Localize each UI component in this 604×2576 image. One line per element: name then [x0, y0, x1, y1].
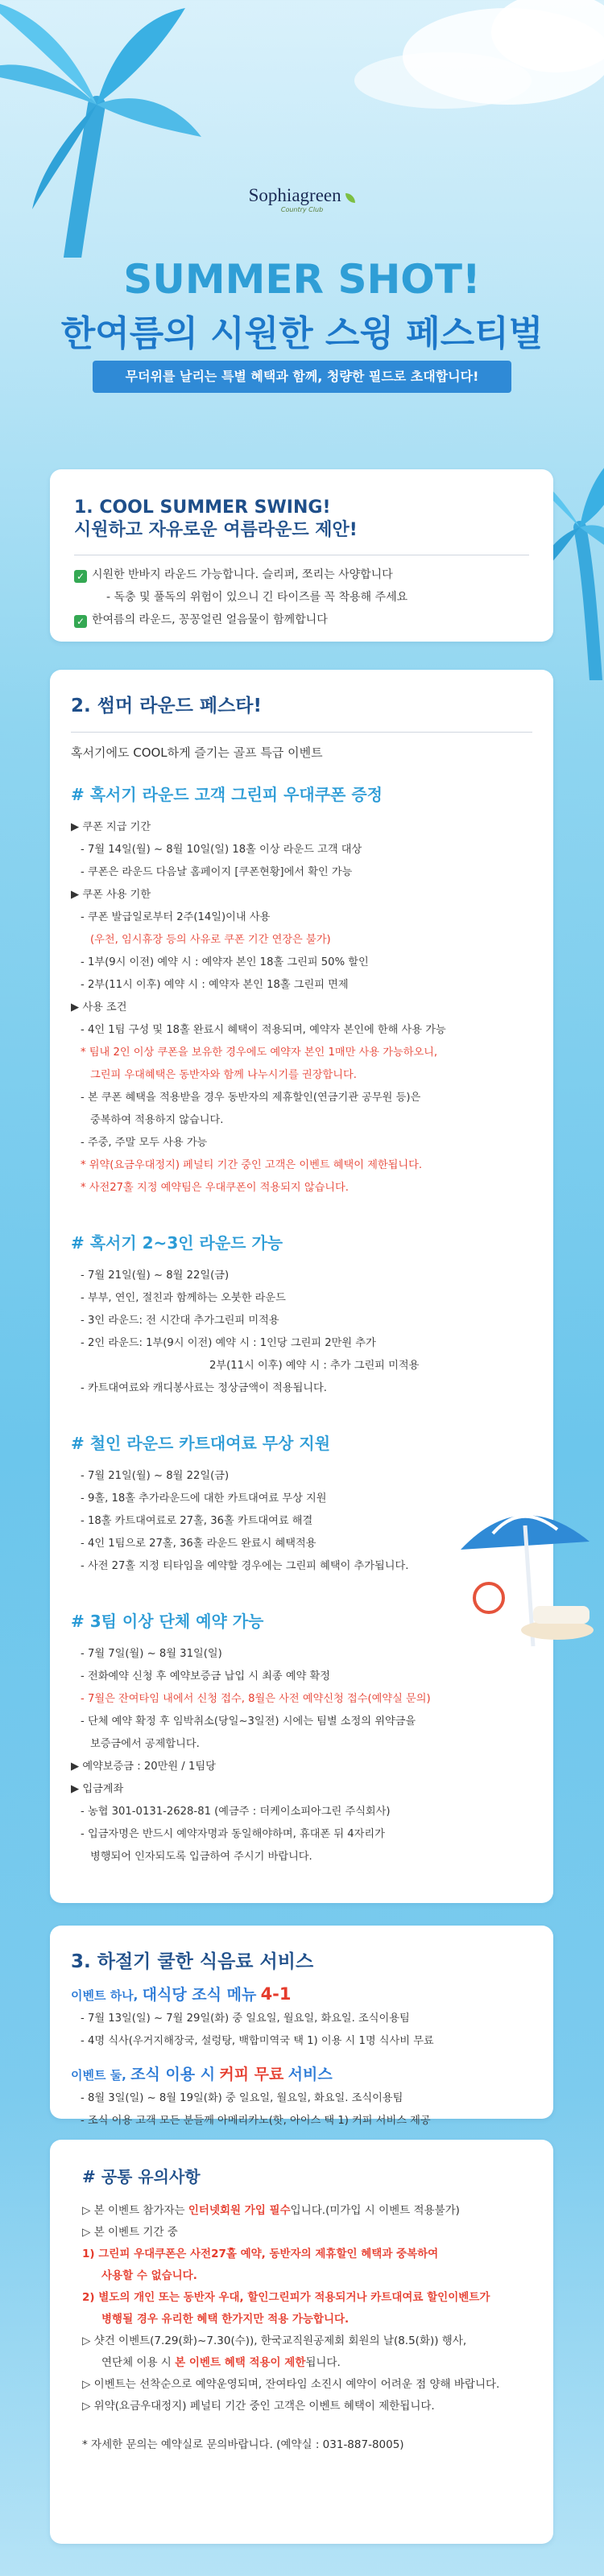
list-item: ▶ 입금계좌 [71, 1783, 124, 1795]
checkmark-icon: ✓ [74, 615, 87, 628]
small-group-heading: # 혹서기 2~3인 라운드 가능 [71, 1233, 283, 1253]
group-booking-heading: # 3팀 이상 단체 예약 가능 [71, 1612, 264, 1631]
list-item: (우천, 임시휴장 등의 사유로 쿠폰 기간 연장은 불가) [90, 934, 331, 946]
ironman-heading: # 철인 라운드 카트대여료 무상 지원 [71, 1434, 331, 1453]
hero-section [0, 0, 604, 451]
list-item: - 3인 라운드: 전 시간대 추가그린피 미적용 [81, 1315, 279, 1327]
notice-item: ▷ 본 이벤트 참가자는 인터넷회원 가입 필수입니다.(미가입 시 이벤트 적용불가) [82, 2204, 460, 2217]
event1-line: - 7월 13일(일) ~ 7월 29일(화) 중 일요일, 월요일, 화요일. 조식이용팀 [81, 2013, 410, 2025]
list-item: - 카트대여료와 캐디봉사료는 정상금액이 적용됩니다. [81, 1382, 327, 1394]
contact-footer: * 자세한 문의는 예약실로 문의바랍니다. (예약실 : 031-887-8005) [82, 2438, 404, 2451]
list-item: ✓ 한여름의 라운드, 꽁꽁얼린 얼음물이 함께합니다 [74, 609, 529, 631]
coupon-details [71, 816, 532, 1199]
list-item: - 전화예약 신청 후 예약보증금 납입 시 최종 예약 확정 [81, 1670, 331, 1682]
list-item: - 18홀 카트대여료로 27홀, 36홀 카트대여료 해결 [81, 1515, 313, 1527]
notice-item: 사용할 수 없습니다. [101, 2269, 197, 2282]
section-summer-round-festa [50, 670, 553, 1903]
logo-text: Sophiagreen [248, 185, 341, 205]
notice-item: 병행될 경우 유리한 혜택 한가지만 적용 가능합니다. [101, 2313, 350, 2326]
title-korean: 한여름의 시원한 스윙 페스티벌 [60, 313, 544, 354]
checkmark-icon: ✓ [74, 570, 87, 583]
notice-item: 연단체 이용 시 본 이벤트 혜택 적용이 제한됩니다. [101, 2356, 341, 2369]
list-item: 그린피 우대혜택은 동반자와 함께 나누시기를 권장합니다. [90, 1069, 357, 1081]
list-item: - 주중, 주말 모두 사용 가능 [81, 1137, 208, 1149]
notice-list [82, 2200, 521, 2417]
list-item: - 7월 21일(월) ~ 8월 22일(금) [81, 1470, 230, 1482]
list-item: - 1부(9시 이전) 예약 시 : 예약자 본인 18홀 그린피 50% 할인 [81, 956, 369, 968]
list-item: - 7월은 잔여타임 내에서 신청 접수, 8월은 사전 예약신청 접수(예약실 문의) [81, 1693, 431, 1705]
logo-subtitle: Country Club [280, 206, 324, 213]
list-item: - 농협 301-0131-2628-81 (예금주 : 더케이소피아그린 주식회사) [81, 1806, 391, 1818]
list-item: 병행되어 인자되도록 입금하여 주시기 바랍니다. [90, 1851, 312, 1863]
hero-title [0, 256, 604, 356]
list-item: - 쿠폰 발급일로부터 2주(14일)이내 사용 [81, 911, 271, 923]
coupon-heading: # 혹서기 라운드 고객 그린피 우대쿠폰 증정 [71, 785, 383, 804]
notice-item: 2) 별도의 개인 또는 동반자 우대, 할인그린피가 적용되거나 카트대여료 할인이벤트가 [82, 2291, 490, 2304]
list-item: - 본 쿠폰 혜택을 적용받을 경우 동반자의 제휴할인(연금기관 공무원 등)은 [81, 1092, 421, 1104]
event2-line: - 8월 3일(일) ~ 8월 19일(화) 중 일요일, 월요일, 화요일. 조식이용팀 [81, 2092, 403, 2104]
list-item: * 위약(요금우대정지) 페널티 기간 중인 고객은 이벤트 혜택이 제한됩니다. [81, 1159, 423, 1171]
list-item: ✓ 시원한 반바지 라운드 가능합니다. 슬리퍼, 쪼리는 사양합니다 [74, 564, 529, 586]
list-item: ▶ 예약보증금 : 20만원 / 1팀당 [71, 1761, 216, 1773]
list-item: - 7월 21일(월) ~ 8월 22일(금) [81, 1269, 230, 1282]
notice-item: ▷ 위약(요금우대정지) 페널티 기간 중인 고객은 이벤트 혜택이 제한됩니다. [82, 2400, 435, 2413]
section1-title-line2: 시원하고 자유로운 여름라운드 제안! [74, 520, 358, 540]
section1-title-line1: 1. COOL SUMMER SWING! [74, 497, 331, 518]
divider [71, 732, 532, 733]
small-group-details [71, 1265, 532, 1400]
list-item: 중복하여 적용하지 않습니다. [90, 1114, 224, 1126]
list-item: - 사전 27홀 지정 티타임을 예약할 경우에는 그린피 혜택이 추가됩니다. [81, 1560, 409, 1572]
beach-umbrella-decoration [445, 1493, 598, 1654]
palm-tree-decoration [0, 0, 201, 258]
list-item: ▶ 쿠폰 사용 기한 [71, 889, 151, 901]
list-item: - 7월 7일(월) ~ 8월 31일(일) [81, 1648, 222, 1660]
section4-title: # 공통 유의사항 [82, 2167, 201, 2186]
list-item: * 사전27홀 지정 예약팀은 우대쿠폰이 적용되지 않습니다. [81, 1182, 349, 1194]
list-item: * 팀내 2인 이상 쿠폰을 보유한 경우에도 예약자 본인 1매만 사용 가능하오니, [81, 1046, 438, 1059]
section3-title: 3. 하절기 쿨한 식음료 서비스 [71, 1951, 314, 1972]
list-item: ▶ 사용 조건 [71, 1001, 127, 1013]
event2-line: - 조식 이용 고객 모든 분들께 아메리카노(핫, 아이스 택 1) 커피 서비스 제공 [81, 2115, 431, 2127]
list-item: - 4인 1팀 구성 및 18홀 완료시 혜택이 적용되며, 예약자 본인에 한해 사용 가능 [81, 1024, 446, 1036]
list-item: - 부부, 연인, 절친과 함께하는 오붓한 라운드 [81, 1292, 286, 1304]
section-food-beverage [50, 1926, 553, 2127]
group-booking-details [71, 1643, 532, 1868]
list-item: - 단체 예약 확정 후 임박취소(당일~3일전) 시에는 팀별 소정의 위약금을 [81, 1715, 416, 1728]
list-item: - 쿠폰은 라운드 다음날 홈페이지 [쿠폰현황]에서 확인 가능 [81, 866, 353, 878]
list-item: - 입금자명은 반드시 예약자명과 동일해야하며, 휴대폰 뒤 4자리가 [81, 1828, 385, 1840]
notice-item: ▷ 샷건 이벤트(7.29(화)~7.30(수)), 한국교직원공제회 회원의 날(8.5(화)) 행사, [82, 2334, 467, 2347]
section2-intro: 혹서기에도 COOL하게 즐기는 골프 특급 이벤트 [71, 745, 323, 760]
brand-logo [0, 185, 604, 213]
list-item: - 4인 1팀으로 27홀, 36홀 라운드 완료시 혜택적용 [81, 1538, 316, 1550]
section-cool-summer-swing [50, 469, 553, 642]
list-item: - 9홀, 18홀 추가라운드에 대한 카트대여료 무상 지원 [81, 1492, 327, 1505]
cloud-decoration [298, 0, 604, 161]
hero-banner: 무더위를 날리는 특별 혜택과 함께, 청량한 필드로 초대합니다! [93, 361, 511, 393]
list-item: - 2부(11시 이후) 예약 시 : 예약자 본인 18홀 그린피 면제 [81, 979, 349, 991]
notice-item: ▷ 본 이벤트 기간 중 [82, 2226, 178, 2239]
list-item: - 독충 및 풀독의 위험이 있으니 긴 타이즈를 꼭 착용해 주세요 [106, 591, 408, 604]
list-item: - 7월 14일(월) ~ 8월 10일(일) 18홀 이상 라운드 고객 대상 [81, 844, 362, 856]
list-item: - 2인 라운드: 1부(9시 이전) 예약 시 : 1인당 그린피 2만원 추가 [81, 1337, 376, 1349]
list-item: 2부(11시 이후) 예약 시 : 추가 그린피 미적용 [209, 1360, 420, 1372]
section2-title: 2. 썸머 라운드 페스타! [71, 696, 262, 716]
event1-heading: 이벤트 하나, 대식당 조식 메뉴 4-1 [71, 1984, 292, 2004]
notice-item: ▷ 이벤트는 선착순으로 예약운영되며, 잔여타임 소진시 예약이 어려운 점 양해 바랍니다. [82, 2378, 500, 2391]
event1-line: - 4명 식사(우거지해장국, 설렁탕, 백합미역국 택 1) 이용 시 1명 식사비 무료 [81, 2035, 434, 2047]
leaf-icon [345, 193, 355, 203]
event2-heading: 이벤트 둘, 조식 이용 시 커피 무료 서비스 [71, 2066, 333, 2083]
notice-item: 1) 그린피 우대쿠폰은 사전27홀 예약, 동반자의 제휴할인 혜택과 중복하여 [82, 2248, 439, 2260]
section-common-notice [50, 2140, 553, 2544]
list-item: 보증금에서 공제합니다. [90, 1738, 200, 1750]
list-item: ▶ 쿠폰 지급 기간 [71, 821, 151, 833]
title-english: SUMMER SHOT! [123, 256, 481, 303]
